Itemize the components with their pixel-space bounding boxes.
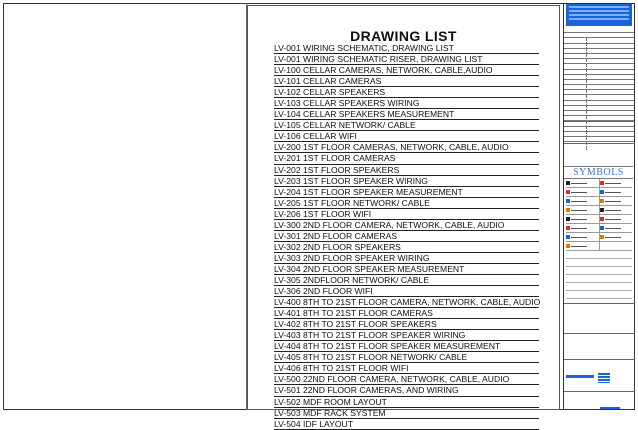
symbol-description (571, 219, 587, 220)
speaker-icon (600, 181, 604, 185)
symbol-description (605, 228, 621, 229)
drawing-list-row: LV-503 MDF RACK SYSTEM (274, 408, 539, 419)
drawing-list-row: LV-500 22ND FLOOR CAMERA, NETWORK, CABLE, AUDIO (274, 374, 539, 385)
drawing-list-row: LV-205 1ST FLOOR NETWORK/ CABLE (274, 198, 539, 209)
drawing-list-row: LV-406 8TH TO 21ST FLOOR WIFI (274, 363, 539, 374)
drawing-list-row: LV-306 2ND FLOOR WIFI (274, 286, 539, 297)
box-icon (566, 244, 570, 248)
symbol-cell (600, 206, 633, 214)
symbols-row (566, 224, 632, 233)
symbols-legend (566, 179, 632, 251)
drawing-list-row: LV-104 CELLAR SPEAKERS MEASUREMENT (274, 109, 539, 120)
drawing-list-table (274, 43, 539, 430)
sensor-icon (600, 217, 604, 221)
symbol-description (605, 201, 621, 202)
drawing-list-row: LV-202 1ST FLOOR SPEAKERS (274, 165, 539, 176)
symbols-row (566, 188, 632, 197)
camera-icon (566, 181, 570, 185)
symbols-row (566, 206, 632, 215)
drawing-list-row: LV-204 1ST FLOOR SPEAKER MEASUREMENT (274, 187, 539, 198)
symbols-row (566, 197, 632, 206)
symbol-cell (600, 197, 633, 205)
drawing-list-row: LV-100 CELLAR CAMERAS, NETWORK, CABLE,AUDIO (274, 65, 539, 76)
wifi-icon (600, 190, 604, 194)
symbol-description (571, 201, 587, 202)
symbol-cell (566, 206, 600, 214)
drawing-list-row: LV-303 2ND FLOOR SPEAKER WIRING (274, 253, 539, 264)
drawing-list-row: LV-404 8TH TO 21ST FLOOR SPEAKER MEASUREMENT (274, 341, 539, 352)
drawing-list-row: LV-001 WIRING SCHEMATIC RISER, DRAWING LIST (274, 54, 539, 65)
project-name-mark (566, 375, 594, 378)
drawing-list-row: LV-304 2ND FLOOR SPEAKER MEASUREMENT (274, 264, 539, 275)
symbol-cell (566, 179, 600, 187)
symbol-cell (600, 242, 633, 250)
drawing-list-row: LV-300 2ND FLOOR CAMERA, NETWORK, CABLE, AUDIO (274, 220, 539, 231)
title-block (563, 3, 635, 410)
drawing-list-row: LV-200 1ST FLOOR CAMERAS, NETWORK, CABLE, AUDIO (274, 142, 539, 153)
revision-table (564, 28, 634, 142)
drawing-list-row: LV-106 CELLAR WIFI (274, 131, 539, 142)
panel-icon (566, 226, 570, 230)
sheet-number-mark (600, 407, 620, 409)
symbols-title: SYMBOLS (564, 166, 633, 179)
drawing-list-row: LV-301 2ND FLOOR CAMERAS (274, 231, 539, 242)
device-icon (600, 235, 604, 239)
symbol-description (605, 210, 621, 211)
symbol-description (605, 237, 621, 238)
symbol-description (571, 237, 587, 238)
drawing-list-row: LV-203 1ST FLOOR SPEAKER WIRING (274, 176, 539, 187)
symbol-cell (566, 197, 600, 205)
symbol-cell (566, 188, 600, 196)
cable-icon (566, 199, 570, 203)
symbol-cell (566, 233, 600, 241)
drawing-list-row: LV-001 WIRING SCHEMATIC, DRAWING LIST (274, 43, 539, 54)
network-icon (566, 190, 570, 194)
drawing-list-row: LV-401 8TH TO 21ST FLOOR CAMERAS (274, 308, 539, 319)
notes-row (566, 275, 632, 283)
symbol-description (605, 219, 621, 220)
drawing-list-row: LV-504 IDF LAYOUT (274, 419, 539, 430)
symbol-cell (600, 188, 633, 196)
drawing-list-row: LV-105 CELLAR NETWORK/ CABLE (274, 120, 539, 131)
drawing-list-row: LV-402 8TH TO 21ST FLOOR SPEAKERS (274, 319, 539, 330)
symbols-row (566, 233, 632, 242)
symbol-cell (566, 215, 600, 223)
symbols-row (566, 242, 632, 251)
drawing-list-row: LV-405 8TH TO 21ST FLOOR NETWORK/ CABLE (274, 352, 539, 363)
drawing-list-row: LV-305 2NDFLOOR NETWORK/ CABLE (274, 275, 539, 286)
drawing-list-row: LV-400 8TH TO 21ST FLOOR CAMERA, NETWORK, CABLE, AUDIO (274, 297, 541, 308)
notes-grid (566, 251, 632, 299)
project-address-mark (598, 373, 610, 383)
drawing-list-row: LV-302 2ND FLOOR SPEAKERS (274, 242, 539, 253)
symbol-description (571, 192, 587, 193)
drawing-list-row: LV-206 1ST FLOOR WIFI (274, 209, 539, 220)
notes-row (566, 259, 632, 267)
rack-icon (566, 208, 570, 212)
drawing-list-row: LV-502 MDF ROOM LAYOUT (274, 397, 539, 408)
revision-row (564, 137, 634, 142)
drawing-list-row: LV-103 CELLAR SPEAKERS WIRING (274, 98, 539, 109)
symbol-description (571, 183, 587, 184)
symbols-row (566, 179, 632, 188)
symbol-cell (600, 215, 633, 223)
symbols-row (566, 215, 632, 224)
audio-icon (600, 199, 604, 203)
symbol-cell (600, 224, 633, 232)
drawing-list-row: LV-101 CELLAR CAMERAS (274, 76, 539, 87)
junction-icon (566, 235, 570, 239)
left-blank-panel (3, 3, 247, 410)
drawing-list-row: LV-501 22ND FLOOR CAMERAS, AND WIRING (274, 385, 539, 396)
notes-row (566, 291, 632, 299)
symbol-description (571, 228, 587, 229)
symbol-description (605, 192, 621, 193)
notes-row (566, 283, 632, 291)
notes-row (566, 251, 632, 259)
drawing-list-row: LV-201 1ST FLOOR CAMERAS (274, 153, 539, 164)
symbol-cell (600, 233, 633, 241)
company-logo-block (566, 4, 632, 26)
symbol-description (605, 183, 621, 184)
symbol-cell (566, 224, 600, 232)
drawing-list-row: LV-102 CELLAR SPEAKERS (274, 87, 539, 98)
symbol-description (571, 246, 587, 247)
drawing-list-title: DRAWING LIST (350, 28, 457, 44)
drawing-list-row: LV-403 8TH TO 21ST FLOOR SPEAKER WIRING (274, 330, 539, 341)
project-info-block (566, 367, 632, 387)
router-icon (600, 226, 604, 230)
drawing-list-sheet (247, 5, 560, 429)
symbol-cell (566, 242, 600, 250)
symbol-description (571, 210, 587, 211)
switch-icon (600, 208, 604, 212)
symbol-cell (600, 179, 633, 187)
notes-row (566, 267, 632, 275)
outlet-icon (566, 217, 570, 221)
